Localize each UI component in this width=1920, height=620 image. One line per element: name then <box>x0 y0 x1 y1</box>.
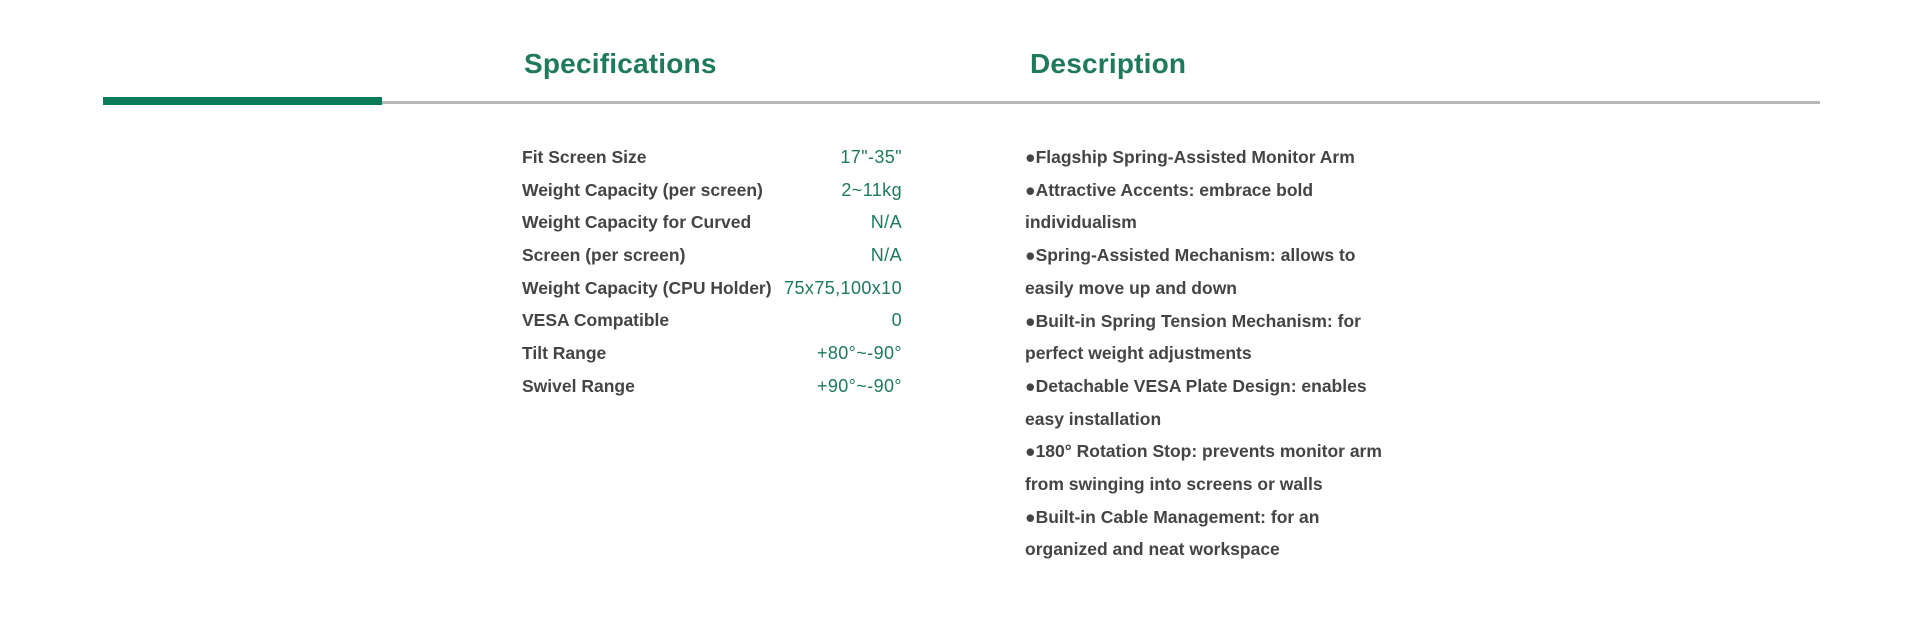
spec-value: 75x75,100x10 <box>784 277 902 298</box>
spec-value: 0 <box>891 310 902 331</box>
spec-row-screen <box>522 245 902 278</box>
spec-label: Swivel Range <box>522 375 635 396</box>
specifications-table <box>522 147 902 409</box>
description-item: ●Built-in Cable Management: for an organized and neat workspace <box>1025 506 1320 560</box>
spec-value: 17"-35" <box>840 147 902 167</box>
description-item: ●Spring-Assisted Mechanism: allows to easily move up and down <box>1025 245 1356 298</box>
description-item: ●Built-in Spring Tension Mechanism: for perfect weight adjustments <box>1025 310 1361 364</box>
spec-label: Weight Capacity (per screen) <box>522 179 763 200</box>
spec-value: +80°~-90° <box>816 343 902 364</box>
spec-row-vesa-compatible <box>522 310 902 343</box>
spec-label: Weight Capacity for Curved <box>522 212 752 233</box>
spec-label: Screen (per screen) <box>522 245 686 266</box>
spec-value: 2~11kg <box>841 179 902 200</box>
spec-value: N/A <box>870 245 902 266</box>
spec-row-weight-capacity <box>522 180 902 213</box>
description-item: ●180° Rotation Stop: prevents monitor arm from swinging into screens or walls <box>1025 441 1382 495</box>
spec-label: Tilt Range <box>522 343 607 364</box>
active-tab-indicator <box>103 97 382 105</box>
tab-specifications[interactable]: Specifications <box>524 48 717 79</box>
spec-value: N/A <box>870 212 902 233</box>
spec-row-fit-screen-size <box>522 147 902 180</box>
spec-label: Fit Screen Size <box>522 147 647 167</box>
description-list <box>1025 141 1400 566</box>
spec-label: VESA Compatible <box>522 310 670 331</box>
description-item: ●Detachable VESA Plate Design: enables easy installation <box>1025 375 1367 429</box>
spec-row-cpu-holder <box>522 278 902 311</box>
spec-row-swivel-range <box>522 376 902 409</box>
spec-label: Weight Capacity (CPU Holder) <box>522 277 772 298</box>
tab-description[interactable]: Description <box>1030 48 1187 79</box>
description-item: ●Attractive Accents: embrace bold individualism <box>1025 179 1314 233</box>
description-item: ●Flagship Spring-Assisted Monitor Arm <box>1025 147 1355 167</box>
spec-row-tilt-range <box>522 343 902 376</box>
spec-value: +90°~-90° <box>816 375 902 396</box>
spec-row-weight-capacity-curved <box>522 212 902 245</box>
